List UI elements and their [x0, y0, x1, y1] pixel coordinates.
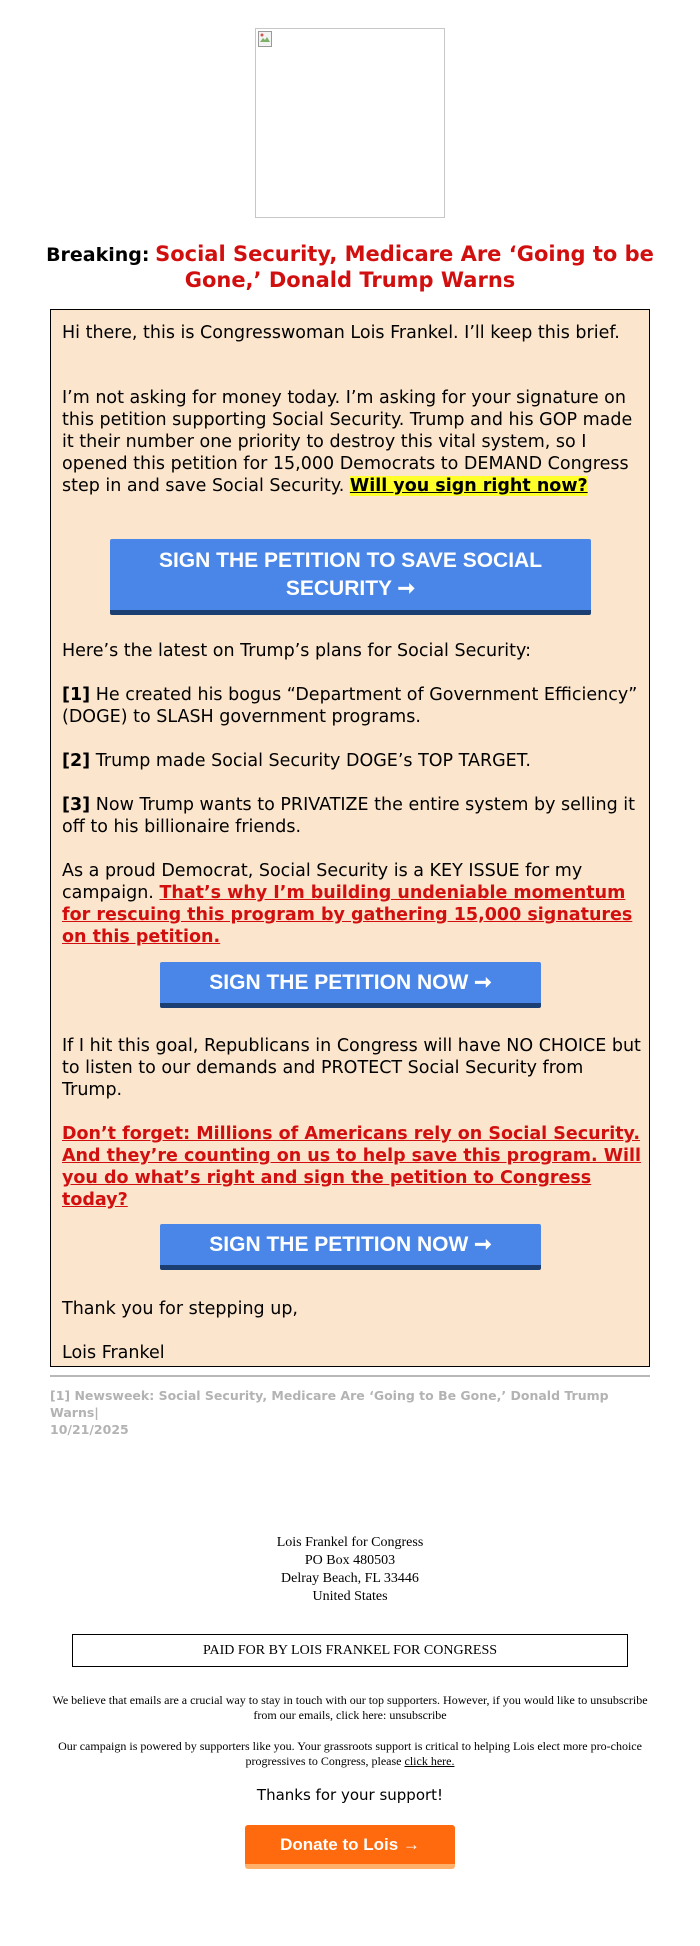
address-line: PO Box 480503	[304, 1553, 396, 1568]
footnote-date: 10/21/2025	[50, 1422, 129, 1437]
list-item-text: He created his bogus “Department of Government Efficiency” (DOGE) to SLASH government programs.	[62, 685, 638, 727]
address-line: Delray Beach, FL 33446	[281, 1571, 419, 1586]
list-item-number: [2]	[62, 751, 91, 771]
petition-paragraph-text: I’m not asking for money today. I’m asking for your signature on this petition supporting Social Security. Trump and his GOP made it their number one priority to destroy this vital system, so I opened this petition for 15,000 Democrats to DEMAND Congress step in and save Social Security.	[62, 388, 633, 496]
list-item	[62, 794, 642, 838]
petition-paragraph	[62, 387, 642, 497]
divider	[50, 1375, 650, 1377]
list-item	[62, 684, 642, 728]
letter-box	[50, 309, 650, 1367]
intro-paragraph: Hi there, this is Congresswoman Lois Frankel. I’ll keep this brief.	[62, 323, 620, 343]
address-line: Lois Frankel for Congress	[276, 1535, 424, 1550]
address-line: United States	[312, 1589, 388, 1604]
list-item-number: [3]	[62, 795, 91, 815]
broken-image-icon	[258, 31, 272, 47]
footnote-text: [1] Newsweek: Social Security, Medicare Are ‘Going to Be Gone,’ Donald Trump Warns|	[50, 1388, 609, 1420]
click-here-link[interactable]: click here.	[404, 1754, 455, 1768]
unsubscribe-text: We believe that emails are a crucial way to stay in touch with our top supporters. However, if you would like to unsubscribe from our emails, click here:	[52, 1693, 648, 1722]
sign-petition-now-button[interactable]: SIGN THE PETITION NOW ➞	[160, 962, 541, 1008]
campaign-paragraph-text: As a proud Democrat, Social Security is a KEY ISSUE for my campaign.	[62, 861, 583, 903]
hero-image	[255, 28, 445, 218]
dont-forget-link[interactable]: Don’t forget: Millions of Americans rely on Social Security. And they’re counting on us to help save this program. Will you do what’s right and sign the petition to Congress today?	[62, 1124, 642, 1210]
signature: Lois Frankel	[62, 1343, 165, 1363]
footnote	[50, 1387, 650, 1438]
momentum-link[interactable]: That’s why I’m building undeniable momentum for rescuing this program by gathering 15,000 signatures on this petition.	[62, 883, 633, 947]
dont-forget-paragraph	[62, 1123, 642, 1211]
grassroots-text: Our campaign is powered by supporters like you. Your grassroots support is critical to helping Lois elect more pro-choice progressives to Congress, please	[58, 1739, 642, 1768]
headline	[40, 242, 660, 294]
unsubscribe-link[interactable]: unsubscribe	[389, 1708, 447, 1722]
headline-lead: Breaking:	[46, 244, 150, 266]
unsubscribe-notice	[50, 1693, 650, 1723]
grassroots-notice	[50, 1739, 650, 1769]
trump-plans-intro: Here’s the latest on Trump’s plans for Social Security:	[62, 641, 531, 661]
list-item-text: Now Trump wants to PRIVATIZE the entire system by selling it off to his billionaire friends.	[62, 795, 635, 837]
mailing-address	[0, 1534, 700, 1606]
sign-now-link[interactable]: Will you sign right now?	[349, 476, 588, 496]
sign-petition-save-social-security-button[interactable]: SIGN THE PETITION TO SAVE SOCIAL SECURITY ➞	[110, 539, 591, 615]
goal-paragraph: If I hit this goal, Republicans in Congress will have NO CHOICE but to listen to our demands and PROTECT Social Security from Trump.	[62, 1036, 641, 1100]
sign-petition-now-button-2[interactable]: SIGN THE PETITION NOW ➞	[160, 1224, 541, 1270]
thanks-message: Thanks for your support!	[256, 1786, 444, 1804]
list-item-number: [1]	[62, 685, 91, 705]
headline-title: Social Security, Medicare Are ‘Going to be Gone,’ Donald Trump Warns	[155, 242, 654, 292]
closing-line: Thank you for stepping up,	[62, 1299, 298, 1319]
campaign-paragraph	[62, 860, 642, 948]
list-item	[62, 750, 642, 772]
donate-button[interactable]: Donate to Lois →	[245, 1825, 455, 1869]
list-item-text: Trump made Social Security DOGE’s TOP TARGET.	[95, 751, 531, 771]
paid-for-disclaimer: PAID FOR BY LOIS FRANKEL FOR CONGRESS	[72, 1634, 628, 1667]
